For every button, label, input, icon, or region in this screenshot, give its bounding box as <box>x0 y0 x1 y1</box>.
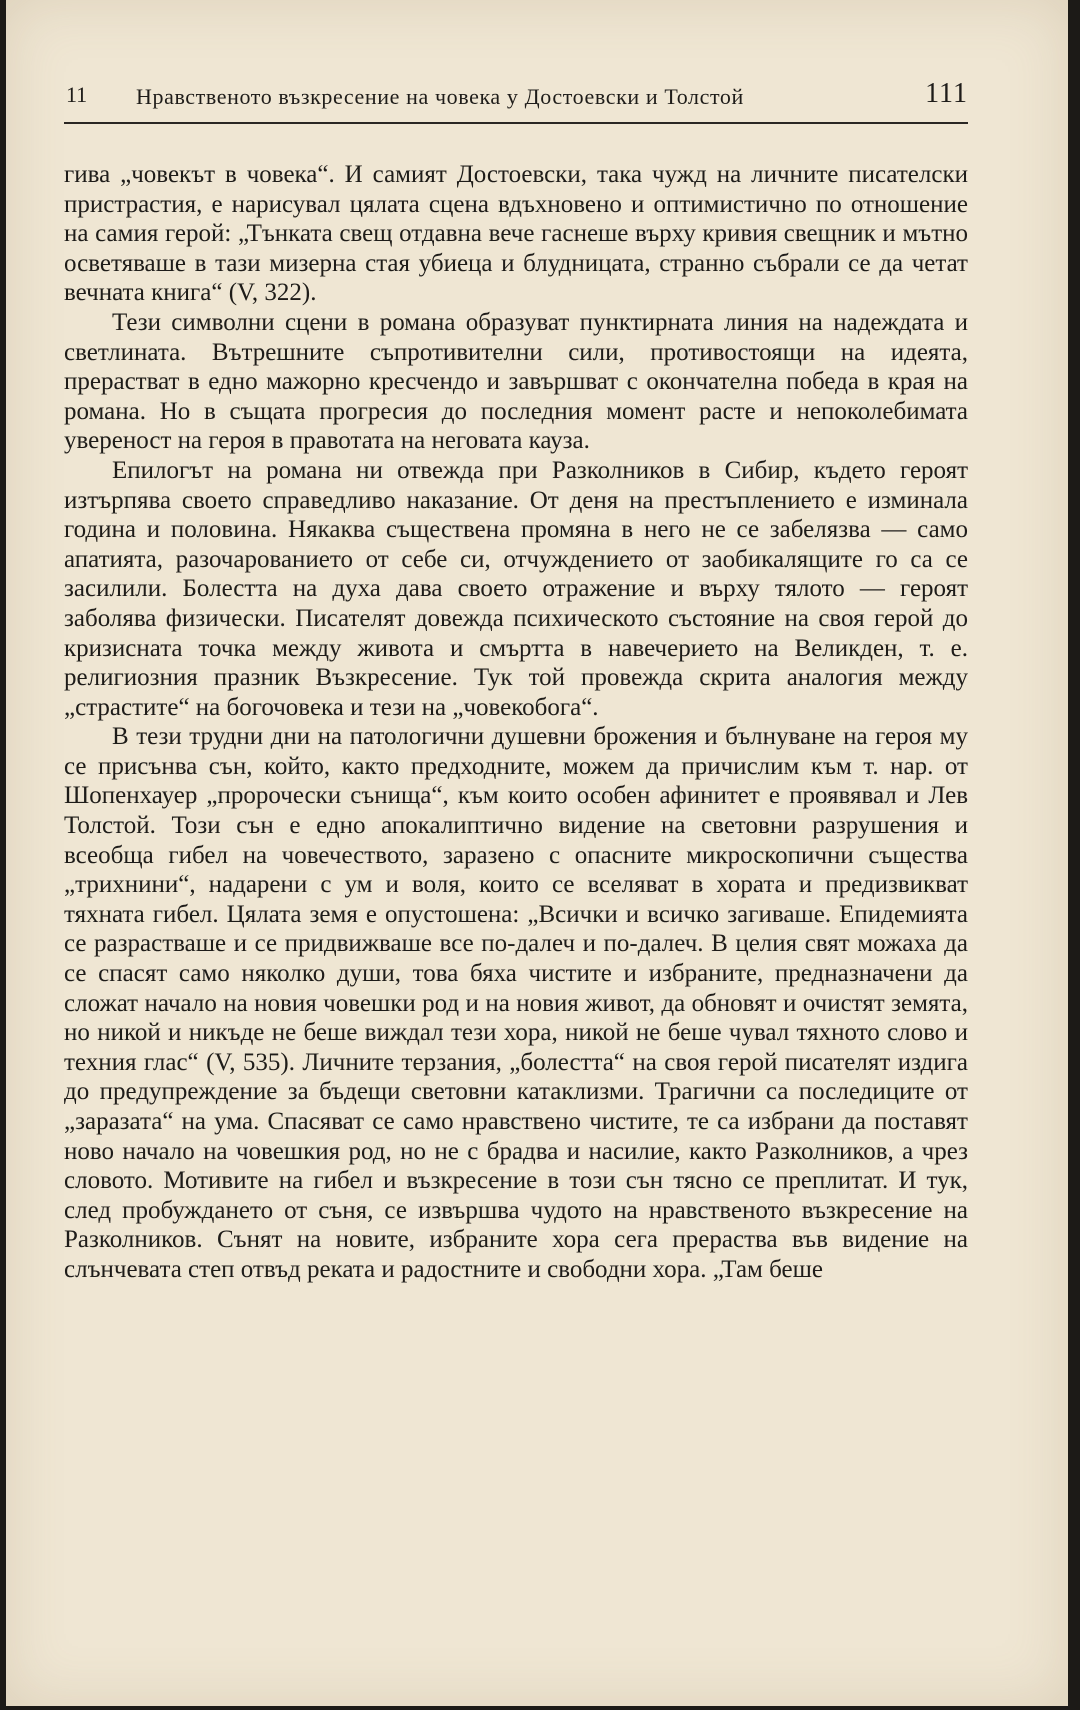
paragraph: Епилогът на романа ни отвежда при Разколников в Сибир, където героят изтърпява своето справедливо наказание. От деня на престъплението е изминала година и половина. Някаква съществена промяна в него не се забелязва — само апатията, разочарованието от себе си, отчуждението от заобикалящите го са се засилили. Болестта на духа дава своето отражение и върху тялото — героят заболява физически. Писателят довежда психическото състояние на своя герой до кризисната точка между живота и смъртта в навечерието на Великден, т. е. религиозния празник Възкресение. Тук той провежда скрита аналогия между „страстите“ на богочовека и тези на „човекобога“. <box>64 456 968 721</box>
paragraph: Тези символни сцени в романа образуват пунктирната линия на надеждата и светлината. Вътрешните съпротивителни сили, противостоящи на идеята, прерастват в едно мажорно кресчендо и завършват с окончателна победа в края на романа. Но в същата прогресия до последния момент расте и непоколебимата увереност на героя в правотата на неговата кауза. <box>64 308 968 455</box>
paragraph: В тези трудни дни на патологични душевни брожения и бълнуване на героя му се присънва сън, който, както предходните, можем да причислим към т. нар. от Шопенхауер „пророчески сънища“, към които особен афинитет е проявявал и Лев Толстой. Този сън е едно апокалиптично видение на световни разрушения и всеобща гибел на човечеството, заразено с опасните микроскопични същества „трихнини“, надарени с ум и воля, които се вселяват в хората и предизвикват тяхната гибел. Цялата земя е опустошена: „Всички и всичко загиваше. Епидемията се разрастваше и се придвижваше все по-далеч и по-далеч. В целия свят можаха да се спасят само няколко души, това бяха чистите и избраните, предназначени да сложат начало на новия човешки род и на новия живот, да обновят и очистят земята, но никой и никъде не беше виждал тези хора, никой не беше чувал тяхното слово и техния глас“ (V, 535). Личните терзания, „болестта“ на своя герой писателят издига до предупреждение за бъдещи световни катаклизми. Трагични са последиците от „заразата“ на ума. Спасяват се само нравствено чистите, те са избрани да поставят ново начало на човешкия род, но не с брадва и насилие, както Разколников, а чрез словото. Мотивите на гибел и възкресение в този сън тясно се преплитат. И тук, след пробуждането от съня, се извършва чудото на нравственото възкресение на Разколников. Сънят на новите, избраните хора сега прераства във видение на слънчевата степ отвъд реката и радостните и свободни хора. „Там беше <box>64 723 968 1283</box>
running-header <box>64 78 968 124</box>
chapter-number: 11 <box>66 82 88 107</box>
book-page <box>6 0 1068 1706</box>
page-number: 111 <box>925 78 968 109</box>
paragraph-continued: гива „човекът в човека“. И самият Достоевски, така чужд на личните писателски пристрастия, е нарисувал цялата сцена вдъхновено и оптимистично по отношение на самия герой: „Тънката свещ отдавна вече гаснеше върху кривия свещник и мътно осветяваше в тази мизерна стая убиеца и блудницата, странно събрали се да четат вечната книга“ (V, 322). <box>64 161 968 307</box>
body-text <box>64 160 968 1285</box>
running-title: Нравственото възкресение на човека у Достоевски и Толстой <box>136 84 744 109</box>
